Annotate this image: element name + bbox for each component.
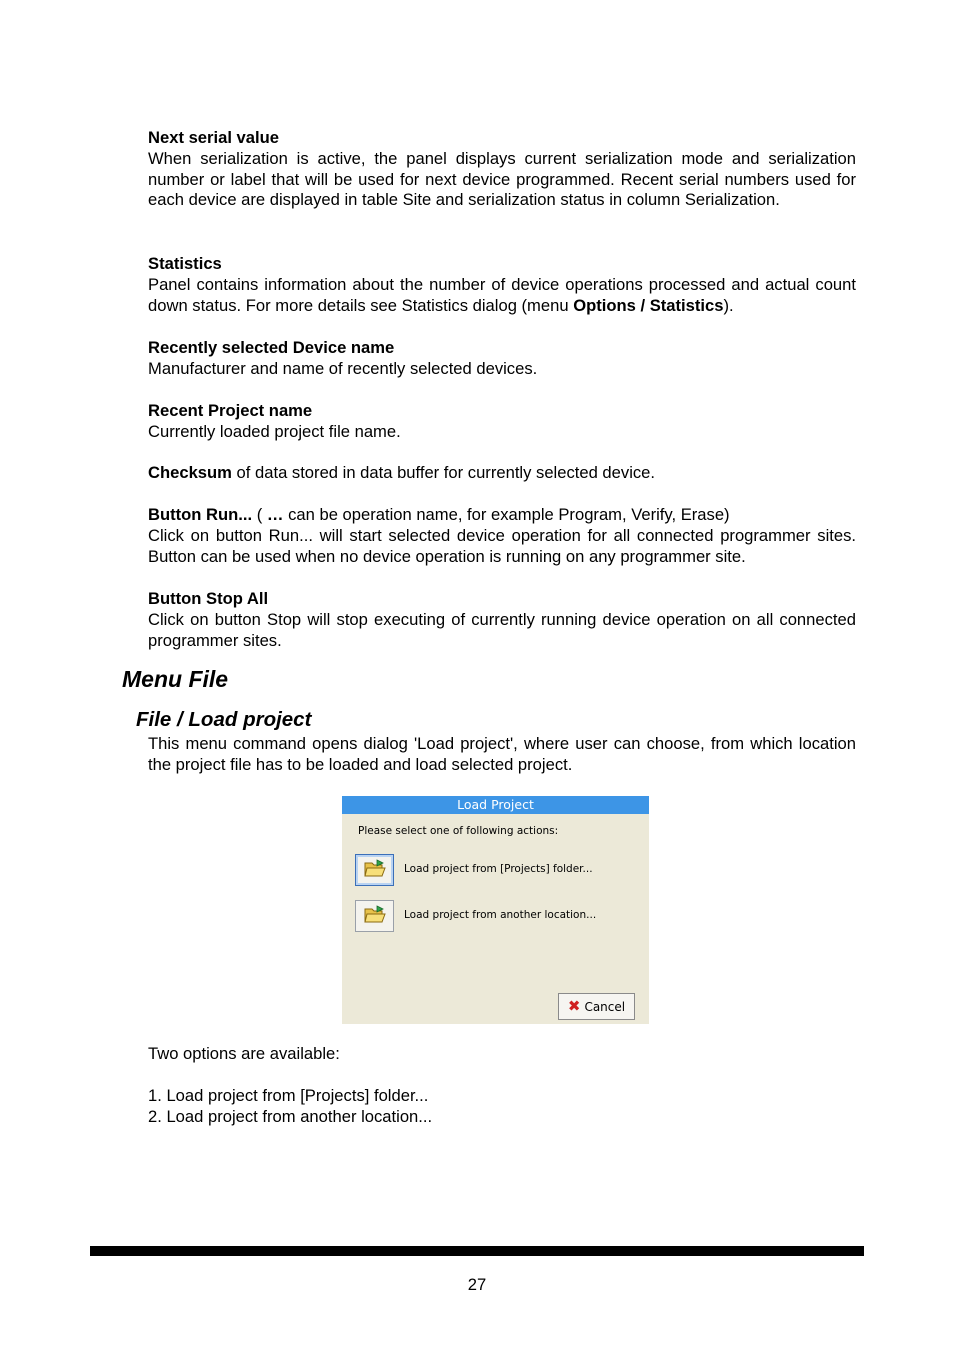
section-heading: Button Run... — [148, 505, 253, 524]
section-checksum — [148, 463, 856, 484]
folder-open-icon — [364, 905, 386, 928]
section-heading: Button Stop All — [148, 589, 269, 608]
checksum-label: Checksum — [148, 463, 232, 482]
section-button-run — [148, 505, 856, 567]
section-body: Currently loaded project file name. — [148, 421, 401, 441]
section-heading: Recent Project name — [148, 401, 313, 420]
section-statistics — [148, 254, 856, 316]
menu-reference: Options / Statistics — [573, 295, 724, 315]
dialog-prompt: Please select one of following actions: — [358, 825, 559, 837]
section-body — [148, 275, 856, 317]
section-heading-line — [148, 505, 856, 526]
section-body: Manufacturer and name of recently selected devices. — [148, 358, 538, 378]
ellipsis-mark: … — [266, 505, 284, 524]
list-item: 1. Load project from [Projects] folder... — [148, 1086, 429, 1105]
load-project-dialog — [342, 796, 649, 1024]
load-from-projects-folder-button[interactable] — [355, 854, 394, 886]
section-heading: Next serial value — [148, 128, 279, 147]
load-from-projects-folder-label[interactable]: Load project from [Projects] folder... — [404, 863, 593, 875]
section-button-stop — [148, 589, 856, 651]
cancel-button-label: Cancel — [584, 999, 626, 1014]
options-list — [148, 1086, 856, 1128]
footer-divider — [90, 1246, 864, 1256]
section-heading: Recently selected Device name — [148, 338, 395, 357]
body-text: ). — [723, 295, 734, 315]
body-text: Panel contains information about the number of device operations processed and actual count down status. For more details see Statistics dialog (menu — [148, 274, 856, 315]
load-from-another-location-button[interactable] — [355, 900, 394, 932]
section-recent-project — [148, 401, 856, 443]
options-intro: Two options are available: — [148, 1044, 340, 1063]
body-text: ( — [252, 505, 267, 524]
section-body: Click on button Stop will stop executing of currently running device operation on all connected programmer sites. — [148, 609, 856, 650]
folder-open-icon — [364, 859, 386, 882]
section-body: Click on button Run... will start selected device operation for all connected programmer sites. Button can be used when no device operation is running on any programmer site. — [148, 525, 856, 566]
body-text: of data stored in data buffer for currently selected device. — [231, 463, 656, 482]
section-body: When serialization is active, the panel displays current serialization mode and serialization number or label that will be used for next device programmed. Recent serial numbers used for each device are displayed in table Site and serialization status in column Serialization. — [148, 148, 856, 210]
menu-file-heading: Menu File — [122, 666, 229, 692]
section-heading: Statistics — [148, 254, 222, 273]
load-project-heading: File / Load project — [136, 708, 312, 731]
cancel-button[interactable] — [558, 993, 635, 1020]
list-item: 2. Load project from another location... — [148, 1106, 433, 1126]
page-number: 27 — [467, 1275, 487, 1294]
section-next-serial — [148, 128, 856, 211]
dialog-title: Load Project — [342, 796, 649, 814]
load-project-intro: This menu command opens dialog 'Load project', where user can choose, from which location the project file has to be loaded and load selected project. — [148, 734, 856, 774]
section-recent-device — [148, 338, 856, 380]
body-text: can be operation name, for example Program, Verify, Erase) — [283, 505, 730, 524]
cancel-x-icon: ✖ — [567, 997, 581, 1015]
load-from-another-location-label[interactable]: Load project from another location... — [404, 909, 597, 921]
